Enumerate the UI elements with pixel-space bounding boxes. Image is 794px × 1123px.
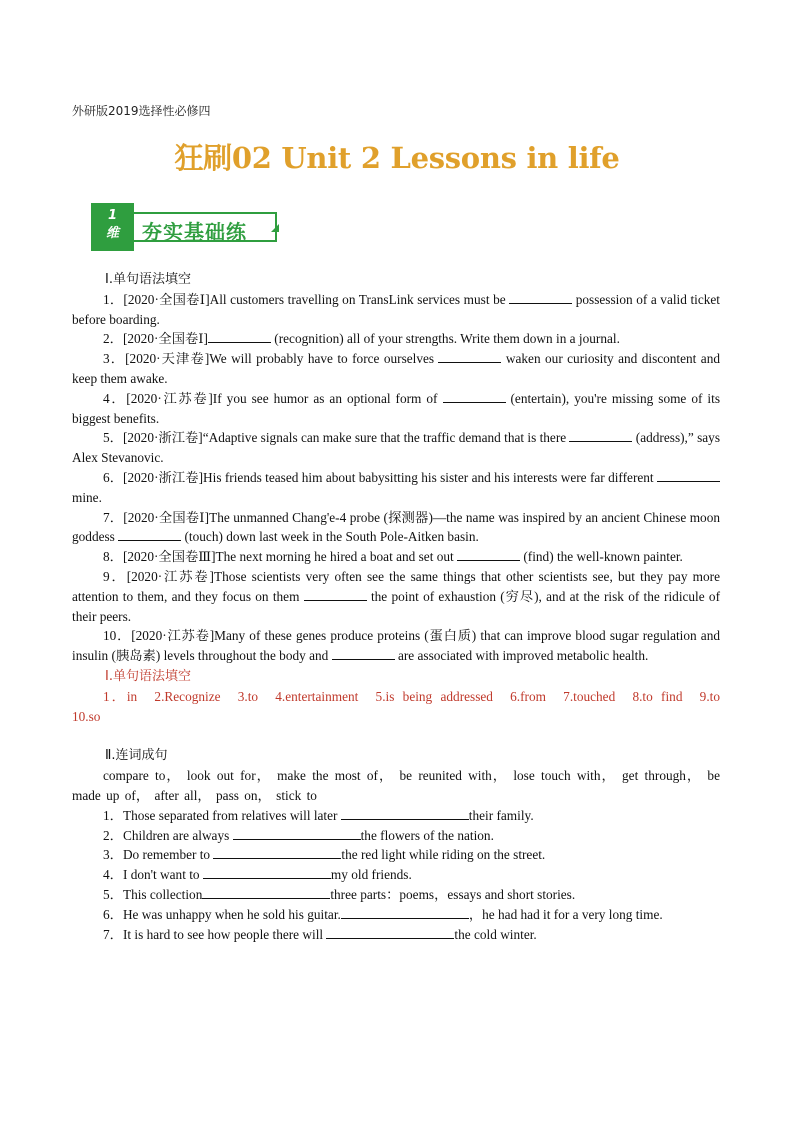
exercise-item [72, 905, 720, 925]
item-text: my old friends. [330, 867, 412, 883]
exercise-item [72, 845, 720, 865]
item-text: 5．[2020·浙江卷]“Adaptive signals can make sure that the traffic demand that is there [103, 430, 570, 446]
item-text: (recognition) all of your strengths. Write them down in a journal. [270, 331, 620, 347]
answer-blank [332, 646, 395, 660]
answer-blank [202, 885, 330, 899]
item-text: 2．[2020·全国卷Ⅰ] [103, 331, 208, 347]
exercise-item [72, 626, 720, 666]
badge-number: 1 [107, 208, 118, 223]
section2-heading: Ⅱ.连词成句 [105, 748, 168, 764]
item-text: 2．Children are always [103, 827, 233, 843]
exercise-item [72, 547, 720, 567]
exercise-item [72, 925, 720, 945]
item-text: 6．[2020·浙江卷]His friends teased him about babysitting his sister and his interests were far different [103, 469, 657, 485]
exercise-item [72, 468, 720, 508]
item-text: 4．[2020·江苏卷]If you see humor as an optional form of [103, 390, 443, 406]
exercise-item [72, 329, 720, 349]
phrase-bank: compare to， look out for， make the most of， be reunited with， lose touch with， get through， be made up of， after all， pass on， stick to [72, 768, 720, 803]
item-text: 1．Those separated from relatives will later [103, 807, 341, 823]
item-text: 1．[2020·全国卷Ⅰ]All customers travelling on TransLink services must be [103, 291, 510, 307]
answer-blank [203, 865, 331, 879]
item-text: ，he had had it for a very long time. [468, 906, 663, 922]
answer-blank [457, 547, 520, 561]
answer-blank [569, 428, 632, 442]
item-text: (address),” says Alex Stevanovic. [72, 430, 720, 466]
answer-blank [304, 587, 367, 601]
item-text: three parts：poems，essays and short stories. [330, 886, 576, 902]
exercise-item [72, 567, 720, 626]
answer-blank [443, 389, 506, 403]
document-body [72, 270, 734, 944]
exercise-item [72, 885, 720, 905]
exercise-item [72, 826, 720, 846]
item-text: the flowers of the nation. [360, 827, 494, 843]
answers-heading: Ⅰ.单句语法填空 [105, 668, 191, 684]
item-text: 4．I don't want to [103, 867, 203, 883]
item-text: 9．[2020·江苏卷]Those scientists very often see the same things that other scientists see, but they pay more attention to them, and they focus on them [72, 568, 720, 604]
item-text: (touch) down last week in the South Pole-Aitken basin. [181, 529, 479, 545]
exercise-item [72, 508, 720, 548]
item-text: possession of a valid ticket before boarding. [72, 291, 720, 327]
badge-suffix: 维 [105, 226, 119, 241]
answer-blank [118, 527, 181, 541]
answer-blank [657, 468, 720, 482]
exercise-item [72, 806, 720, 826]
item-text: 8．[2020·全国卷Ⅲ]The next morning he hired a boat and set out [103, 549, 458, 565]
item-text: 3．Do remember to [103, 847, 214, 863]
exercise-item [72, 290, 720, 330]
answer-blank [208, 329, 271, 343]
item-text: 10．[2020·江苏卷]Many of these genes produce proteins (蛋白质) that can improve blood sugar regulation and insulin (胰岛素) levels throughout the body and [72, 628, 720, 664]
item-text: waken our curiosity and discontent and keep them awake. [72, 351, 720, 386]
section1-heading: Ⅰ.单句语法填空 [105, 272, 191, 287]
answer-key: 1．in 2.Recognize 3.to 4.entertainment 5.is being addressed 6.from 7.touched 8.to find 9.to 10.so [72, 688, 734, 724]
header-label: 外研版2019选择性必修四 [72, 104, 211, 118]
item-text: 7．It is hard to see how people there will [103, 926, 327, 942]
badge-label: 夯实基础练 [142, 220, 247, 244]
answer-blank [213, 845, 341, 859]
exercise-item [72, 349, 720, 389]
badge-label-box [134, 212, 277, 242]
item-text: mine. [72, 489, 102, 505]
item-text: 3．[2020·天津卷]We will probably have to force ourselves [103, 351, 439, 367]
item-text: 7．[2020·全国卷Ⅰ]The unmanned Chang'e-4 probe (探测器)—the name was inspired by an ancient Chinese moon goddess [72, 509, 720, 545]
badge-number-block [91, 203, 134, 251]
document-title: 狂刷02 Unit 2 Lessons in life [174, 141, 620, 175]
item-text: the point of exhaustion (穷尽), and at the risk of the ridicule of their peers. [72, 588, 720, 624]
item-text: 5．This collection [103, 886, 203, 902]
item-text: the cold winter. [454, 926, 537, 942]
item-text: the red light while riding on the street. [341, 847, 546, 863]
exercise-item [72, 865, 720, 885]
answer-blank [233, 826, 361, 840]
answer-blank [341, 905, 469, 919]
answer-blank [509, 290, 572, 304]
answer-blank [326, 925, 454, 939]
spacer [72, 726, 720, 746]
item-text: their family. [468, 807, 534, 823]
exercise-item [72, 389, 720, 429]
exercise-item [72, 428, 720, 468]
item-text: 6．He was unhappy when he sold his guitar. [103, 906, 341, 922]
item-text: (find) the well-known painter. [520, 549, 683, 565]
badge-corner-icon [271, 224, 279, 232]
item-text: (entertain), you're missing some of its biggest benefits. [72, 390, 720, 426]
section-badge [91, 203, 287, 251]
item-text: are associated with improved metabolic health. [394, 648, 649, 664]
answer-blank [438, 349, 501, 363]
answer-blank [341, 806, 469, 820]
